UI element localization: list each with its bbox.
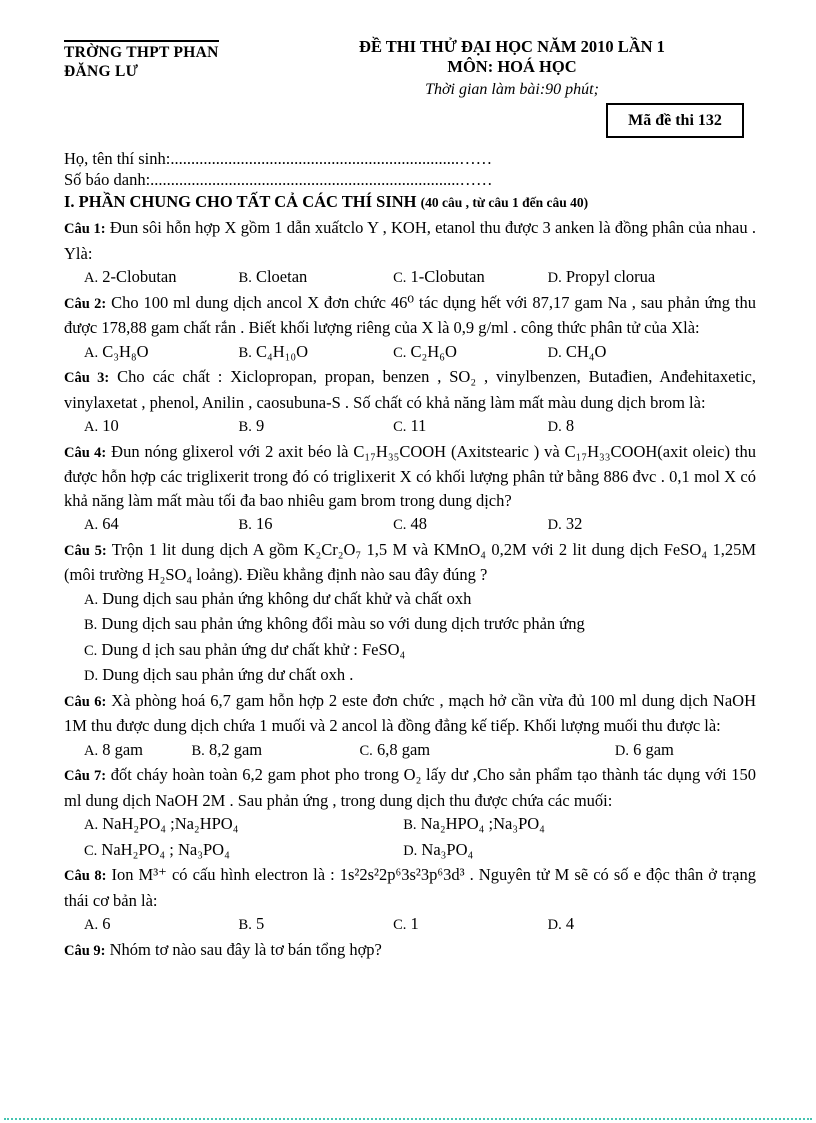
question-2-option-A (84, 340, 239, 366)
section-heading (64, 191, 756, 214)
option-text: 5 (255, 914, 265, 933)
option-text: 64 (102, 514, 119, 533)
section-note: (40 câu , từ câu 1 đến câu 40) (420, 195, 589, 210)
answer-options (64, 738, 756, 764)
option-letter: B. (238, 344, 252, 361)
question-4-option-C (393, 512, 548, 538)
question-5-option-B (84, 612, 756, 638)
option-text: Dung d ịch sau phản ứng dư chất khử : FeSO₄ (101, 639, 406, 659)
option-letter: A. (84, 419, 99, 435)
question-8 (64, 863, 756, 938)
option-text: 8,2 gam (208, 739, 263, 759)
option-text: 10 (102, 416, 119, 435)
question-8-option-B (239, 912, 394, 938)
option-text: Na₂HPO₄ ;Na₃PO₄ (420, 814, 545, 833)
question-paragraph (64, 863, 756, 912)
option-letter: C. (84, 842, 98, 859)
option-text: Dung dịch sau phản ứng không đổi màu so với dung dịch trước phản ứng (101, 614, 585, 633)
answer-options (64, 587, 756, 689)
question-1-option-C (393, 265, 548, 291)
option-letter: B. (403, 817, 417, 833)
option-letter: C. (393, 517, 407, 533)
answer-options (64, 414, 756, 440)
answer-options (64, 340, 756, 366)
option-text: Cloetan (255, 267, 308, 286)
question-paragraph (64, 440, 756, 513)
question-6-option-B (192, 738, 360, 764)
exam-title-block (308, 37, 716, 101)
option-letter: B. (238, 517, 252, 533)
question-8-option-A (84, 912, 239, 938)
option-letter: D. (84, 668, 99, 684)
question-paragraph (64, 538, 756, 587)
option-letter: A. (84, 344, 99, 361)
option-letter: A. (84, 517, 99, 533)
option-text: C₄H₁₀O (255, 341, 309, 361)
question-paragraph (64, 938, 756, 964)
option-letter: B. (238, 917, 252, 933)
option-text: 6,8 gam (376, 739, 431, 759)
question-text: Cho các chất : Xiclopropan, propan, benzen , SO₂ , vinylbenzen, Butađien, Anđehitaxetic, vinylaxetat , phenol, Anilin , caosubuna-S . Số chất có khả năng làm mất màu dung dịch brom là: (64, 367, 757, 412)
question-2-option-B (239, 340, 394, 366)
option-text: 1-Clobutan (410, 267, 485, 286)
option-letter: B. (238, 270, 252, 286)
answer-options (64, 512, 756, 538)
question-6 (64, 689, 756, 764)
question-8-option-D (548, 912, 756, 938)
option-letter: A. (84, 742, 99, 759)
option-letter: D. (547, 344, 562, 361)
question-text: Đun sôi hỗn hợp X gồm 1 dẫn xuấtclo Y , KOH, etanol thu được 3 anken là đồng phân của nhau . Ylà: (64, 218, 757, 263)
question-number: Câu 9: (64, 942, 106, 959)
option-text: 6 (102, 914, 111, 933)
school-name-line1: TRỜNG THPT PHAN (64, 40, 219, 62)
option-text: 48 (410, 514, 428, 533)
student-id-line (64, 169, 756, 190)
option-text: NaH₂PO₄ ;Na₂HPO₄ (102, 814, 239, 833)
option-text: Dung dịch sau phản ứng dư chất oxh . (102, 665, 354, 684)
question-1 (64, 216, 756, 291)
option-letter: C. (393, 419, 407, 435)
option-text: 16 (255, 514, 273, 533)
exam-subject: MÔN: HOÁ HỌC (447, 57, 577, 76)
option-letter: B. (238, 419, 252, 435)
option-letter: C. (393, 917, 407, 933)
option-letter: B. (191, 742, 205, 759)
option-text: C₂H₆O (410, 341, 457, 361)
question-3-option-C (393, 414, 548, 440)
question-text: Nhóm tơ nào sau đây là tơ bán tổng hợp? (109, 939, 382, 959)
question-8-option-C (393, 912, 548, 938)
question-1-option-B (239, 265, 394, 291)
question-6-option-A (84, 738, 192, 764)
option-letter: A. (84, 270, 99, 286)
question-paragraph (64, 763, 756, 812)
question-text: Đun nóng glixerol với 2 axit béo là C₁₇H₃₅COOH (Axitstearic ) và C₁₇H₃₃COOH(axit oleic) thu được hỗn hợp các triglixerit trong đó có triglixerit X có khối lượng phân tử bằng 886 đvc . 0,1 mol X có khả năng làm mất màu tối đa bao nhiêu gam brom trong dung dịch? (64, 441, 756, 510)
exam-duration: Thời gian làm bài:90 phút; (425, 81, 599, 98)
answer-options (64, 912, 756, 938)
question-text: Trộn 1 lit dung dịch A gồm K₂Cr₂O₇ 1,5 M và KMnO₄ 0,2M với 2 lit dung dịch FeSO₄ 1,25M (môi trường H₂SO₄ loảng). Điều khẳng định nào sau đây đúng ? (64, 539, 756, 584)
question-number: Câu 7: (64, 768, 107, 784)
option-text: 8 gam (102, 739, 144, 759)
option-letter: D. (547, 270, 562, 286)
question-number: Câu 1: (64, 221, 106, 237)
option-text: 2-Clobutan (102, 267, 177, 286)
option-text: CH₄O (565, 341, 607, 361)
question-9 (64, 938, 756, 964)
question-4-option-B (239, 512, 394, 538)
option-text: 32 (565, 514, 583, 533)
option-text: NaH₂PO₄ ; Na₃PO₄ (101, 839, 230, 859)
option-letter: C. (393, 270, 407, 286)
question-2-option-C (393, 340, 548, 366)
option-text: 4 (565, 914, 575, 933)
question-text: đốt cháy hoàn toàn 6,2 gam phot pho trong O₂ lấy dư ,Cho sản phẩm tạo thành tác dụng với 150 ml dung dịch NaOH 2M . Sau phản ứng , trong dung dịch thu được chứa các muối: (64, 765, 756, 810)
question-7-option-C (84, 838, 403, 864)
option-text: 11 (410, 416, 427, 435)
question-paragraph (64, 216, 756, 265)
question-paragraph (64, 365, 756, 414)
question-text: Xà phòng hoá 6,7 gam hỗn hợp 2 este đơn chức , mạch hở cần vừa đủ 100 ml dung dịch NaOH 1M thu được dung dịch chứa 1 muối và 2 ancol là đồng đẳng kế tiếp. Khối lượng muối thu được là: (64, 690, 757, 735)
answer-options (64, 812, 756, 863)
option-letter: D. (547, 419, 562, 435)
section-title: I. PHẦN CHUNG CHO TẤT CẢ CÁC THÍ SINH (64, 192, 417, 211)
school-name (64, 40, 219, 81)
question-number: Câu 4: (64, 444, 107, 461)
option-text: Na₃PO₄ (421, 839, 474, 859)
exam-content (64, 148, 756, 963)
question-paragraph (64, 291, 756, 340)
option-letter: A. (84, 817, 99, 833)
exam-title: ĐỀ THI THỬ ĐẠI HỌC NĂM 2010 LẦN 1 (359, 37, 665, 56)
student-name-line (64, 148, 756, 169)
question-number: Câu 6: (64, 693, 107, 710)
option-letter: D. (547, 917, 562, 933)
option-letter: A. (84, 917, 99, 933)
option-text: 6 gam (633, 739, 674, 759)
question-4 (64, 440, 756, 538)
question-text: Cho 100 ml dung dịch ancol X đơn chức 46⁰ tác dụng hết với 87,17 gam Na , sau phản ứng thu được 178,88 gam chất rắn . Biết khối lượng riêng của X là 0,9 g/ml . công thức phân tử của Xlà: (64, 292, 756, 337)
question-number: Câu 8: (64, 868, 107, 884)
student-name-fill-dots: ......................................................................…… (170, 149, 493, 168)
question-7-option-D (403, 838, 756, 864)
answer-options (64, 265, 756, 291)
question-3-option-B (239, 414, 394, 440)
student-id-label: Số báo danh: (64, 170, 151, 189)
question-number: Câu 5: (64, 542, 107, 559)
page-break-dotted-line (4, 1118, 812, 1120)
question-1-option-A (84, 265, 239, 291)
option-letter: D. (547, 517, 562, 533)
option-letter: D. (614, 742, 629, 759)
question-4-option-A (84, 512, 239, 538)
student-id-fill-dots: ...........................................................................…… (150, 170, 493, 189)
exam-code-box: Mã đề thi 132 (606, 103, 744, 138)
option-letter: B. (84, 617, 98, 633)
question-7 (64, 763, 756, 863)
question-6-option-C (360, 738, 615, 764)
question-list (64, 216, 756, 963)
option-text: 1 (410, 914, 419, 933)
question-text: Ion M³⁺ có cấu hình electron là : 1s²2s²2p⁶3s²3p⁶3d³ . Nguyên tử M sẽ có số e độc thân ở trạng thái cơ bản là: (64, 865, 756, 910)
question-5-option-A (84, 587, 756, 613)
school-name-line2: ĐĂNG LƯ (64, 63, 139, 80)
option-letter: C. (393, 344, 407, 361)
question-5 (64, 538, 756, 689)
option-text: 9 (255, 416, 265, 435)
question-5-option-D (84, 663, 756, 689)
question-3 (64, 365, 756, 440)
option-text: 8 (565, 416, 575, 435)
option-letter: D. (403, 842, 418, 859)
option-letter: A. (84, 591, 99, 608)
question-number: Câu 3: (64, 370, 110, 386)
option-text: C₃H₈O (102, 341, 149, 361)
question-paragraph (64, 689, 756, 738)
question-1-option-D (548, 265, 756, 291)
question-4-option-D (548, 512, 756, 538)
question-3-option-A (84, 414, 239, 440)
option-text: Propyl clorua (565, 267, 656, 286)
question-7-option-A (84, 812, 403, 838)
question-2-option-D (548, 340, 756, 366)
question-2 (64, 291, 756, 366)
option-letter: C. (84, 642, 98, 659)
option-text: Dung dịch sau phản ứng không dư chất khử và chất oxh (102, 588, 472, 608)
student-name-label: Họ, tên thí sinh: (64, 149, 171, 168)
question-3-option-D (548, 414, 756, 440)
option-letter: C. (359, 742, 373, 759)
question-7-option-B (403, 812, 756, 838)
question-5-option-C (84, 638, 756, 664)
question-6-option-D (615, 738, 756, 764)
question-number: Câu 2: (64, 295, 107, 312)
